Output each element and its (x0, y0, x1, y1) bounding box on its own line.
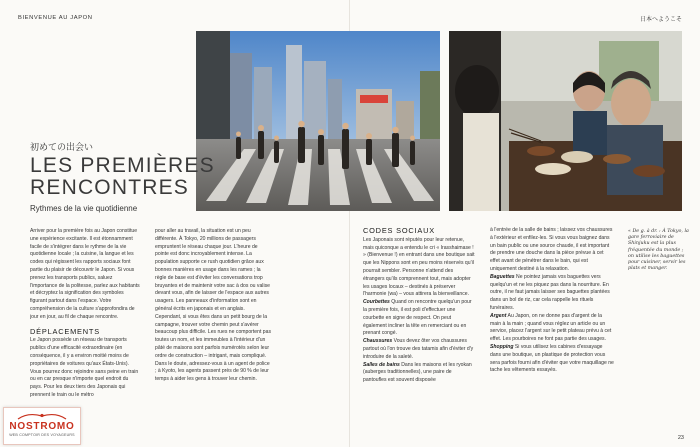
courbettes-text: Quand on rencontre quelqu'un pour la première fois, il est poli d'effectuer une courbette en signe de respect. On peut également incliner la tête en remerciant ou en prenant congé. (363, 299, 472, 337)
term-argent: Argent (490, 312, 507, 319)
term-salles-de-bains: Salles de bains (363, 361, 400, 368)
term-baguettes: Baguettes (490, 273, 515, 280)
japanese-title: 初めての出会い (30, 143, 94, 153)
section-heading-deplacements: DÉPLACEMENTS (30, 326, 100, 336)
logo-tagline: WEB COMPTOIR DES VOYAGEURS (9, 433, 75, 437)
argent-text: Au Japon, on ne donne pas d'argent de la main à la main ; quand vous réglez un article ou un service, placez l'argent sur le petit plateau prévu à cet effet. Les pourboires ne font pas partie des usages. (490, 312, 612, 343)
shopping-paragraph (490, 344, 614, 375)
chaussures-paragraph (363, 338, 475, 361)
salles-de-bains-paragraph (363, 362, 475, 385)
shinjuku-crossing-photo (196, 31, 440, 211)
text-column-4 (490, 227, 614, 439)
photo-caption: « De g. à dr. : À Tokyo, la gare ferroviaire de Shinjuku est la plus fréquentée du monde ; on utilise les baguettes pour cuisiner, servir les plats et manger. (628, 229, 689, 272)
baguettes-text: Ne pointez jamais vos baguettes vers quelqu'un et ne les piquez pas dans la nourriture. En outre, il ne faut jamais laisser ses baguettes plantées dans un bol de riz, car cela rappelle les rituels funéraires. (490, 273, 610, 311)
nostromo-watermark-logo (3, 407, 81, 445)
shopping-text: Si vous utilisez les cabines d'essayage dans une boutique, un plastique de protection vous sera parfois fourni afin d'éviter que votre maquillage ne tache les vêtements essayés. (490, 343, 614, 374)
text-column-3 (363, 227, 475, 439)
header-right: 日本へようこそ (639, 17, 682, 23)
baguettes-paragraph (490, 274, 614, 313)
codes-intro-paragraph: Les Japonais sont réputés pour leur retenue, mais quiconque a entendu le cri « Irasshaimase ! » (Bienvenue !) en entrant dans une boutique sait que les Nippons sont en peu moins réservés qu'il pourrait sembler. Personne n'attend des étrangers qu'ils comprennent tout, mais adopter les usages locaux – destinés à préserver l'harmonie (wa) – vous attirera la bienveillance. (363, 236, 475, 298)
logo-emblem-icon (14, 412, 70, 420)
transport-paragraph: Le Japon possède un réseau de transports publics d'une efficacité extraordinaire (en conséquence, il y a environ moitié moins de propriétaires de voitures qu'aux États-Unis). Vous pourrez donc rejoindre sans peine en train ou en car presque n'importe quel endroit du pays. Pour les deux tiers des Japonais qui prennent le train ou le métro (30, 337, 139, 398)
salles-de-bains-text: Dans les maisons et les ryokan (auberges traditionnelles), une paire de pantoufles est souvent disposée (363, 361, 472, 384)
subtitle: Rythmes de la vie quotidienne (30, 204, 138, 213)
term-shopping: Shopping (490, 343, 514, 350)
header-left: BIENVENUE AU JAPON (18, 15, 93, 21)
term-chaussures: Chaussures (363, 338, 393, 345)
term-courbettes: Courbettes (363, 299, 390, 306)
page-title (30, 155, 215, 199)
page-number: 23 (677, 435, 684, 441)
argent-paragraph (490, 313, 614, 344)
page-title-line1: LES PREMIÈRES (30, 154, 215, 177)
intro-paragraph: Arriver pour la première fois au Japon constitue une expérience excitante. Il est étonnamment facile de s'intégrer dans le rythme de la vie quotidienne locale ; la cuisine, la langue et les codes qui régissent les rapports sociaux font partie du plaisir de découvrir le Japon. Si vous prenez les transports publics, saluez l'importance de la politesse, parlez aux habitants et décryptez la signification des symboles figurant partout dans l'espace. Votre compréhension de la culture s'approfondira de jour en jour, au fil de chaque rencontre. (30, 228, 140, 320)
text-column-2 (155, 228, 271, 439)
courbettes-paragraph (363, 299, 475, 338)
logo-brand: NOSTROMO (9, 421, 75, 432)
bains-continued-paragraph: à l'entrée de la salle de bains ; laissez vos chaussures à l'extérieur et enfilez-les. Si vous vous baignez dans un bain public ou une source chaude, il est important de prendre une douche dans la pièce prévue à cet effet avant de pénétrer dans le bain, qui est uniquement destiné à la relaxation. (490, 227, 613, 272)
section-heading-codes-sociaux: CODES SOCIAUX (363, 227, 436, 235)
chaussures-text: Vous devez ôter vos chaussures partout où l'on trouve des tatamis afin d'éviter d'y introduire de la saleté. (363, 338, 474, 360)
page-title-line2: RENCONTRES (30, 176, 190, 199)
dinner-chopsticks-photo (449, 31, 682, 211)
transport-continued-paragraph: pour aller au travail, la situation est un peu différente. À Tokyo, 20 millions de passagers empruntent le réseau chaque jour. L'heure de pointe est donc incroyablement intense. La population supporte ce rush quotidien grâce aux bonnes manières en usage dans les rames ; la règle de base est d'éviter les conversations trop bruyantes et de maintenir votre sac à dos ou valise devant vous, afin de laisser de l'espace aux autres usagers. Les panneaux d'information sont en général écrits en japonais et en anglais. Cependant, si vous êtes dans un petit bourg de la campagne, trouver votre chemin peut s'avérer beaucoup plus difficile. Les rues ne comportent pas toutes un nom, et les immeubles à l'intérieur d'un pâté de maisons sont parfois numérotés selon leur ordre de construction – intrigant, mais compliqué. Dans le doute, adressez-vous à un agent de police ; à Kyoto, les agents passent près de 90 % de leur temps à aider les gens à trouver leur chemin. (155, 228, 271, 383)
